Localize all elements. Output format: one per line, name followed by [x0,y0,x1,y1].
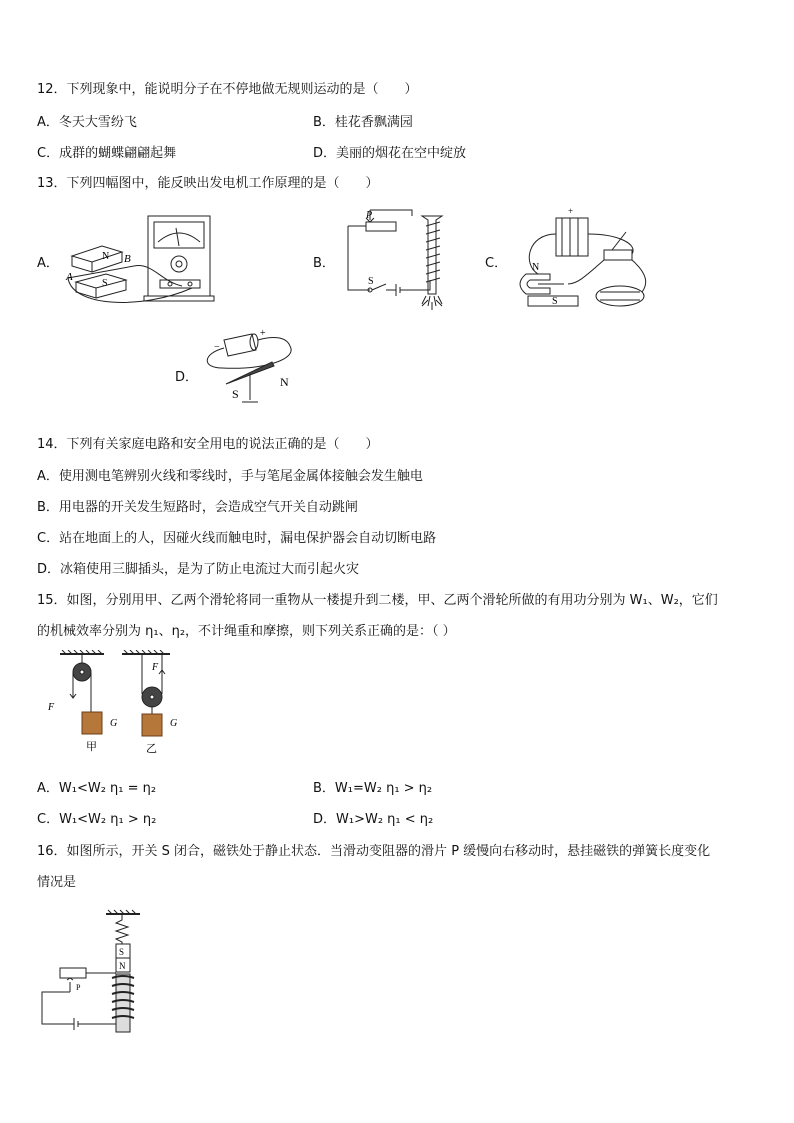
q13-figure-c [508,204,658,316]
q12-option-a: A．冬天大雪纷飞 [37,115,137,130]
fig-a-a-label: A [66,271,73,283]
q16-stem-line2: 情况是 [37,875,77,890]
pulley-f-right-label: F [152,662,159,673]
fig-a-b-label: B [124,253,131,265]
q14-option-d: D．冰箱使用三脚插头，是为了防止电流过大而引起火灾 [37,562,360,577]
q12-option-b: B．桂花香飘满园 [313,115,413,130]
fig-d-plus-label: + [260,328,266,339]
pulley-yi-label: 乙 [146,743,157,755]
q13-figure-d [202,324,302,408]
q14-option-a: A．使用测电笔辨别火线和零线时，手与笔尾金属体接触会发生触电 [37,469,423,484]
fig-d-minus-label: − [214,342,220,353]
q12-stem: 12．下列现象中，能说明分子在不停地做无规则运动的是（ ） [37,82,418,97]
q15-option-a: A．W₁<W₂ η₁ = η₂ [37,781,157,796]
q13-option-d-label: D． [175,370,199,385]
q12-option-d: D．美丽的烟花在空中绽放 [313,146,467,161]
fig-c-plus-label: + [568,206,574,216]
fig-a-s-label: S [102,278,108,289]
fig-c-n-label: N [532,262,540,273]
fig16-s-label: S [119,947,125,957]
weight-right [142,714,162,736]
q16-figure [36,908,146,1034]
pulley-g-left-label: G [110,718,118,729]
q13-figure-b [342,206,462,318]
fig-b-p-label: P [366,210,373,221]
fig16-n-label: N [119,961,126,971]
q15-pulley-figure [44,650,194,756]
q14-stem: 14．下列有关家庭电路和安全用电的说法正确的是（ ） [37,437,379,452]
q13-option-a-label: A． [37,256,59,271]
q13-option-c-label: C． [485,256,508,271]
pulley-f-left-label: F [48,702,55,713]
q13-figure-a [62,212,222,312]
fig-b-s-label: S [368,276,374,287]
q15-option-c: C．W₁<W₂ η₁ > η₂ [37,812,157,827]
q15-option-d: D．W₁>W₂ η₁ < η₂ [313,812,434,827]
q15-stem-line1: 15．如图，分别用甲、乙两个滑轮将同一重物从一楼提升到二楼，甲、乙两个滑轮所做的有用功分别为 W₁、W₂，它们 [37,593,718,608]
q16-stem-line1: 16．如图所示，开关 S 闭合，磁铁处于静止状态．当滑动变阻器的滑片 P 缓慢向右移动时，悬挂磁铁的弹簧长度变化 [37,844,711,859]
fig-d-n-label: N [280,375,289,389]
weight-left [82,712,102,734]
q13-stem: 13．下列四幅图中，能反映出发电机工作原理的是（ ） [37,176,379,191]
pulley-jia-label: 甲 [86,741,97,753]
q12-option-c: C．成群的蝴蝶翩翩起舞 [37,146,177,161]
fig-c-s-label: S [552,296,558,307]
q14-option-b: B．用电器的开关发生短路时，会造成空气开关自动跳闸 [37,500,358,515]
q14-option-c: C．站在地面上的人，因碰火线而触电时，漏电保护器会自动切断电路 [37,531,437,546]
q13-option-b-label: B． [313,256,335,271]
fig16-p-label: P [76,983,81,992]
fig-a-n-label: N [102,251,110,262]
fig-d-s-label: S [232,387,239,401]
q15-stem-line2: 的机械效率分别为 η₁、η₂，不计绳重和摩擦，则下列关系正确的是：（ ） [37,624,456,639]
pulley-g-right-label: G [170,718,178,729]
q15-option-b: B．W₁=W₂ η₁ > η₂ [313,781,433,796]
